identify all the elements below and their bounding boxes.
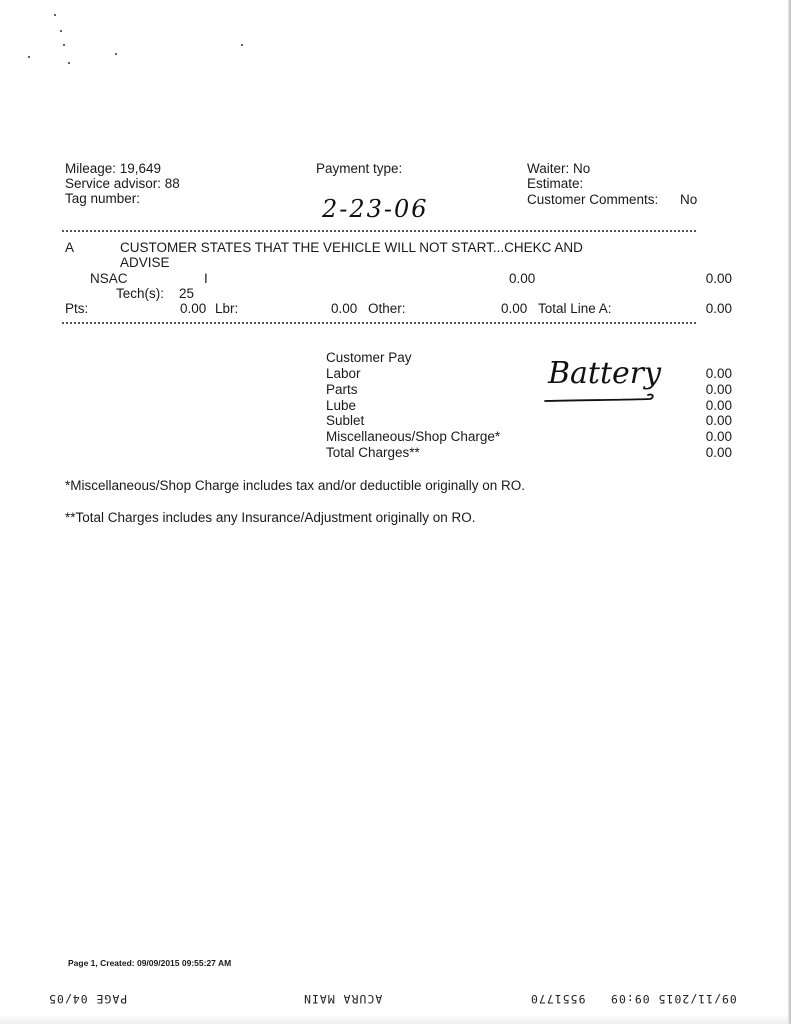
summary-label-sublet: Sublet [326, 413, 365, 428]
separator-rule [62, 322, 696, 325]
other-label: Other: [368, 301, 406, 316]
customer-comments-label: Customer Comments: [527, 192, 659, 207]
techs-label: Tech(s): [116, 286, 165, 301]
estimate: Estimate: [527, 176, 584, 191]
customer-comments-value: No [680, 192, 698, 207]
op-amount: 0.00 [509, 271, 536, 286]
scan-speck [68, 62, 70, 64]
summary-label-parts: Parts [326, 382, 358, 397]
op-code: NSAC [90, 271, 128, 286]
summary-label-total: Total Charges** [326, 445, 420, 460]
summary-value-sublet: 0.00 [705, 413, 732, 428]
op-total: 0.00 [705, 271, 732, 286]
other-value: 0.00 [501, 301, 528, 316]
summary-label-misc: Miscellaneous/Shop Charge* [326, 429, 501, 444]
scan-speck [28, 56, 30, 58]
scan-speck [241, 44, 243, 46]
scan-speck [63, 44, 65, 46]
pts-label: Pts: [65, 301, 89, 316]
summary-value-misc: 0.00 [705, 429, 732, 444]
line-description-cont: ADVISE [120, 255, 170, 270]
fax-number: 9551770 [530, 992, 586, 1006]
fax-page: PAGE 04/05 [48, 992, 128, 1006]
techs-value: 25 [179, 286, 195, 301]
fax-sender: ACURA MAIN [303, 992, 383, 1006]
summary-value-parts: 0.00 [705, 382, 732, 397]
summary-value-labor: 0.00 [705, 366, 732, 381]
customer-pay-heading: Customer Pay [326, 350, 412, 365]
waiter: Waiter: No [527, 161, 591, 176]
handwritten-battery-note: Battery [548, 356, 662, 391]
pts-value: 0.00 [180, 301, 207, 316]
total-line-value: 0.00 [705, 301, 732, 316]
scan-speck [54, 14, 56, 16]
separator-rule [62, 230, 696, 233]
lbr-label: Lbr: [215, 301, 239, 316]
payment-type: Payment type: [316, 161, 403, 176]
summary-label-labor: Labor [326, 366, 361, 381]
total-line-label: Total Line A: [538, 301, 612, 316]
total-charge-note: **Total Charges includes any Insurance/Adjustment originally on RO. [65, 510, 476, 525]
summary-value-total: 0.00 [705, 445, 732, 460]
op-type: I [204, 271, 208, 286]
lbr-value: 0.00 [331, 301, 358, 316]
summary-value-lube: 0.00 [705, 398, 732, 413]
mileage: Mileage: 19,649 [65, 161, 162, 176]
line-code: A [65, 240, 75, 255]
page-created-stamp: Page 1, Created: 09/09/2015 09:55:27 AM [68, 958, 232, 968]
fax-datetime: 09/11/2015 09:09 [610, 992, 737, 1006]
scan-bottom-shade [0, 1014, 791, 1024]
scan-speck [115, 53, 117, 55]
scan-speck [60, 30, 62, 32]
line-description: CUSTOMER STATES THAT THE VEHICLE WILL NOT START...CHEKC AND [120, 240, 583, 255]
tag-number: Tag number: [65, 191, 141, 206]
handwritten-underline [542, 390, 662, 410]
handwritten-date: 2-23-06 [322, 195, 429, 223]
misc-charge-note: *Miscellaneous/Shop Charge includes tax and/or deductible originally on RO. [65, 478, 526, 493]
service-advisor: Service advisor: 88 [65, 176, 180, 191]
summary-label-lube: Lube [326, 398, 357, 413]
